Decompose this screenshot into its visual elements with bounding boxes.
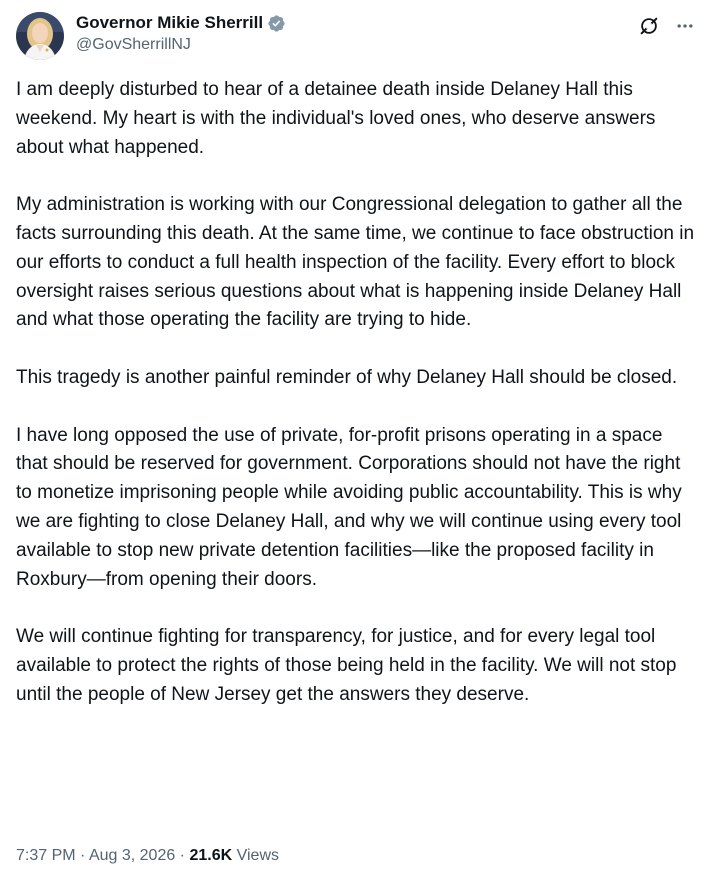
grok-icon[interactable]: [635, 12, 663, 40]
views-label: Views: [232, 847, 279, 864]
tweet-paragraph-2: My administration is working with our Congressional delegation to gather all the facts surrounding this death. At the same time, we continue to face obstruction in our efforts to conduct a full health inspection of the facility. Every effort to block oversight raises serious questions about what is happening inside Delaney Hall and what those operating the facility are trying to hide.: [16, 194, 695, 331]
verified-badge-icon: [267, 14, 286, 33]
meta-separator-2: ·: [175, 847, 190, 864]
name-row: [76, 12, 286, 34]
author-names: [76, 12, 286, 54]
more-options-icon[interactable]: [671, 12, 699, 40]
tweet-paragraph-3: This tragedy is another painful reminder of why Delaney Hall should be closed.: [16, 366, 678, 388]
tweet-time[interactable]: 7:37 PM: [16, 847, 76, 864]
avatar[interactable]: [16, 12, 64, 60]
tweet-date[interactable]: Aug 3, 2026: [88, 847, 176, 864]
tweet-paragraph-1: I am deeply disturbed to hear of a detainee death inside Delaney Hall this weekend. My heart is with the individual's loved ones, who deserve answers about what happened.: [16, 79, 656, 158]
tweet-text: [16, 76, 699, 738]
views-count[interactable]: 21.6K: [189, 847, 233, 864]
tweet-paragraph-5: We will continue fighting for transparency, for justice, and for every legal tool available to protect the rights of those being held in the facility. We will not stop until the people of New Jersey get the answers they deserve.: [16, 626, 677, 705]
tweet-paragraph-4: I have long opposed the use of private, for-profit prisons operating in a space that should be reserved for government. Corporations should not have the right to monetize imprisoning people while avoiding public accountability. This is why we are fighting to close Delaney Hall, and why we will continue using every tool available to stop new private detention facilities—like the proposed facility in Roxbury—from opening their doors.: [16, 424, 682, 590]
meta-separator: ·: [75, 847, 89, 864]
author-handle[interactable]: @GovSherrillNJ: [76, 36, 191, 53]
tweet-meta: [16, 844, 279, 868]
profile-photo-icon: [16, 12, 64, 60]
display-name[interactable]: Governor Mikie Sherrill: [76, 13, 264, 32]
tweet-header: [16, 10, 699, 62]
header-actions: [635, 12, 699, 40]
